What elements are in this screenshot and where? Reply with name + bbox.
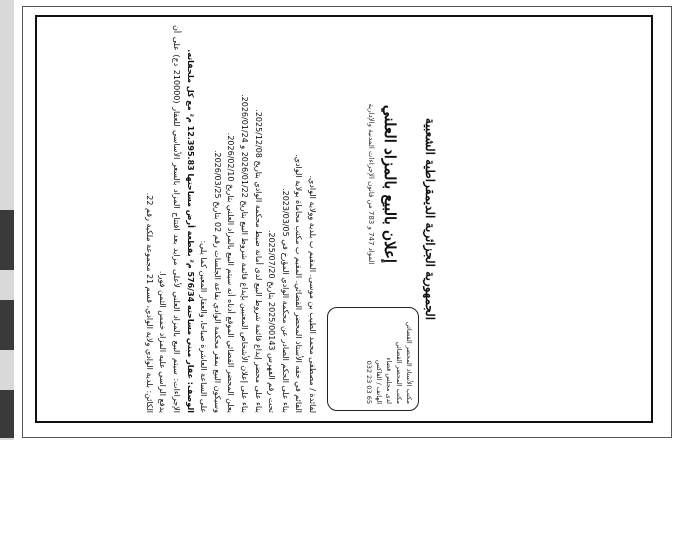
body-paragraph: تحت رقم الفهرس 2025/00143 بتاريخ 2025/07/20. — [267, 229, 277, 413]
announcement-body — [142, 25, 319, 413]
body-paragraph: يعلن المحضر القضائي الموقع أدناه أنه سيتم البيع بالمزاد العلني بتاريخ 2026/02/10. — [226, 132, 236, 413]
republic-header: الجمهورية الجزائرية الديمقراطية الشعبية — [423, 117, 437, 321]
scan-edge-strip — [0, 0, 14, 440]
announcement-border — [35, 15, 653, 423]
body-paragraph: الإجراءات: سيتم البيع بالمزاد العلني لأعلى مزايد بعد افتتاح المزاد بالسعر الأساسي للعقار (210000 دج) على أن يدفع الراسي عليه المزاد خمس الثمن فورا. — [158, 25, 182, 413]
announcement-subtitle: المواد 747 و 783 من قانون الإجراءات المدنية والإدارية — [367, 103, 375, 265]
body-paragraph: الكائن: بلدية الوادي ولاية الوادي، قسم 21 مجموعة ملكية رقم 22. — [144, 192, 154, 413]
scan-edge-dark-1 — [0, 210, 14, 270]
body-paragraph: بناء على الحكم الصادر عن محكمة الوادي المؤرخ في 2023/03/05. — [280, 188, 290, 413]
court-box-line: مكتب المحضر القضائي — [395, 341, 403, 404]
body-paragraph: الوصف: عقار مبني مساحته 576/34 م² بقطعة أرض مساحتها 12.395.83 م² مع كل ملحقاته. — [185, 49, 195, 413]
body-paragraph: لفائدة / مصطفى محمد الطيب بن موسى. المقيم ب بلدية وولاية الوادي. — [308, 175, 317, 413]
bailiff-office-box — [327, 307, 419, 411]
announcement-title: إعلان بالبيع بالمزاد العلني — [381, 104, 399, 264]
body-paragraph: بناء على إعلان الأشخاص المعنيين بإيداع قائمة شروط البيع بتاريخ 2026/01/22 و 2026/01/24. — [240, 94, 250, 413]
body-paragraph: القائم في حقه الأستاذ المحضر القضائي. المقيم ب مكتب محاماة بولاية الوادي. — [294, 154, 304, 413]
court-box-phone: 032 23 03 65 — [365, 360, 373, 404]
announcement-frame — [22, 6, 672, 438]
body-paragraph: وسيكون البيع بمقر محكمة الوادي بقاعة الجلسات رقم 02 بتاريخ 2026/03/25. — [212, 149, 222, 413]
scan-edge-dark-2 — [0, 300, 14, 350]
scan-edge-dark-3 — [0, 390, 14, 438]
court-box-line: مكتب الأستاذ المحضر القضائي — [405, 321, 413, 404]
court-box-line: الهاتف / الفاكس — [375, 359, 383, 404]
court-box-line: لدى مجلس قضاء — [385, 357, 393, 404]
body-paragraph: بناء على محضر إيداع قائمة شروط البيع لدى أمانة ضبط محكمة الوادي بتاريخ 2025/12/08. — [253, 109, 263, 413]
body-paragraph: على الساعة العاشرة صباحا، والعقار المعين كما يلي: — [199, 240, 209, 413]
rotated-announcement — [37, 17, 441, 421]
